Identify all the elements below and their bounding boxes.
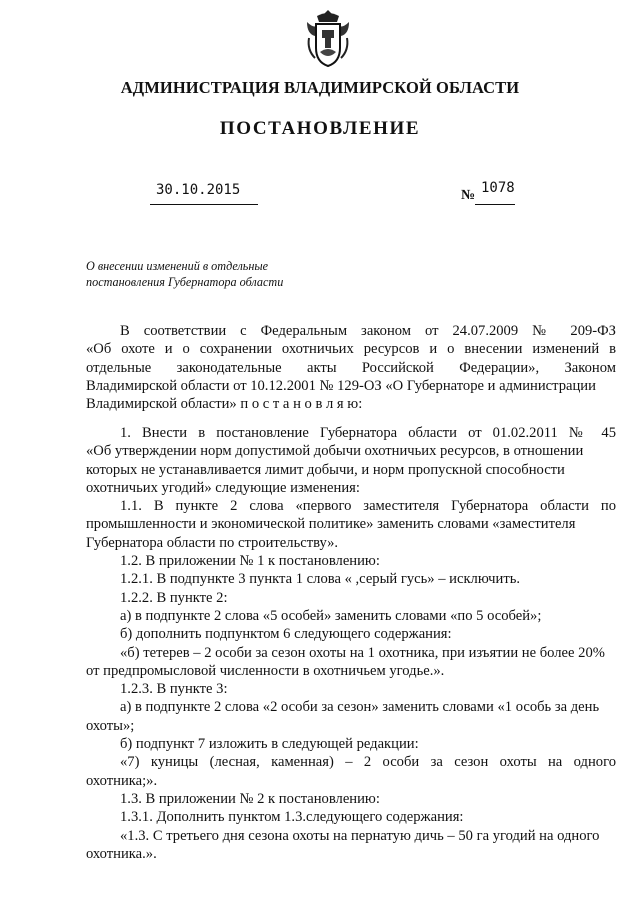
organization-name: АДМИНИСТРАЦИЯ ВЛАДИМИРСКОЙ ОБЛАСТИ bbox=[120, 78, 520, 97]
preamble-line: Владимирской области» п о с т а н о в л я ю: bbox=[86, 396, 363, 413]
subject-line: О внесении изменений в отдельные bbox=[86, 259, 269, 273]
item-line: «Об утверждении норм допустимой добычи охотничьих ресурсов, в отношении bbox=[86, 443, 584, 460]
preamble bbox=[86, 322, 616, 413]
date-underline bbox=[150, 204, 258, 205]
preamble-line: Владимирской области от 10.12.2001 № 129-ОЗ «О Губернаторе и администрации bbox=[86, 377, 596, 394]
document-number: 1078 bbox=[481, 180, 515, 196]
number-sign: № bbox=[461, 188, 476, 203]
item-line: 1.3. В приложении № 2 к постановлению: bbox=[120, 790, 380, 807]
document-date: 30.10.2015 bbox=[156, 182, 241, 198]
item-line: «1.3. С третьего дня сезона охоты на пернатую дичь – 50 га угодий на одного bbox=[120, 827, 600, 844]
item-line: которых не устанавливается лимит добычи, и норм пропускной способности bbox=[86, 461, 565, 478]
item-line: 1.2.3. В пункте 3: bbox=[120, 681, 228, 698]
preamble-line: «Об охоте и о сохранении охотничьих ресурсов и о внесении изменений в bbox=[86, 341, 616, 358]
document-type-title: ПОСТАНОВЛЕНИЕ bbox=[219, 118, 421, 139]
item-line: а) в подпункте 2 слова «5 особей» заменить словами «по 5 особей»; bbox=[120, 607, 542, 624]
item-line: б) подпункт 7 изложить в следующей редакции: bbox=[120, 736, 419, 753]
item-line: «б) тетерев – 2 особи за сезон охоты на 1 охотника, при изъятии не более 20% bbox=[120, 644, 605, 661]
subject-line: постановления Губернатора области bbox=[86, 275, 284, 289]
item-line: «7) куницы (лесная, каменная) – 2 особи за сезон охоты на одного bbox=[120, 754, 616, 771]
preamble-line: отдельные законодательные акты Российской Федерации», Законом bbox=[86, 359, 616, 376]
item-line: 1.2.1. В подпункте 3 пункта 1 слова « ,серый гусь» – исключить. bbox=[120, 571, 520, 588]
item-line: б) дополнить подпунктом 6 следующего содержания: bbox=[120, 626, 452, 643]
item-line: а) в подпункте 2 слова «2 особи за сезон» заменить словами «1 особь за день bbox=[120, 699, 600, 716]
number-underline bbox=[475, 204, 515, 205]
item-line: охоты»; bbox=[86, 717, 135, 734]
document-subject bbox=[86, 258, 326, 290]
item-line: Губернатора области по строительству». bbox=[86, 534, 339, 551]
item-line: 1.3.1. Дополнить пунктом 1.3.следующего содержания: bbox=[120, 809, 464, 826]
item-line: 1.2.2. В пункте 2: bbox=[120, 589, 228, 606]
item-line: от предпромысловой численности в охотничьем угодье.». bbox=[86, 662, 445, 679]
item-line: 1.1. В пункте 2 слова «первого заместителя Губернатора области по bbox=[120, 498, 616, 515]
item-line: охотничьих угодий» следующие изменения: bbox=[86, 479, 360, 496]
item-line: охотника.». bbox=[86, 845, 157, 862]
item-line: промышленности и экономической политике» заменить словами «заместителя bbox=[86, 516, 576, 533]
coat-of-arms-icon bbox=[303, 8, 353, 70]
item-line: 1.2. В приложении № 1 к постановлению: bbox=[120, 553, 380, 570]
amendments bbox=[86, 424, 616, 863]
preamble-line: В соответствии с Федеральным законом от 24.07.2009 № 209-ФЗ bbox=[120, 323, 616, 339]
item-line: охотника;». bbox=[86, 772, 158, 789]
item-line: 1. Внести в постановление Губернатора области от 01.02.2011 № 45 bbox=[120, 425, 616, 441]
